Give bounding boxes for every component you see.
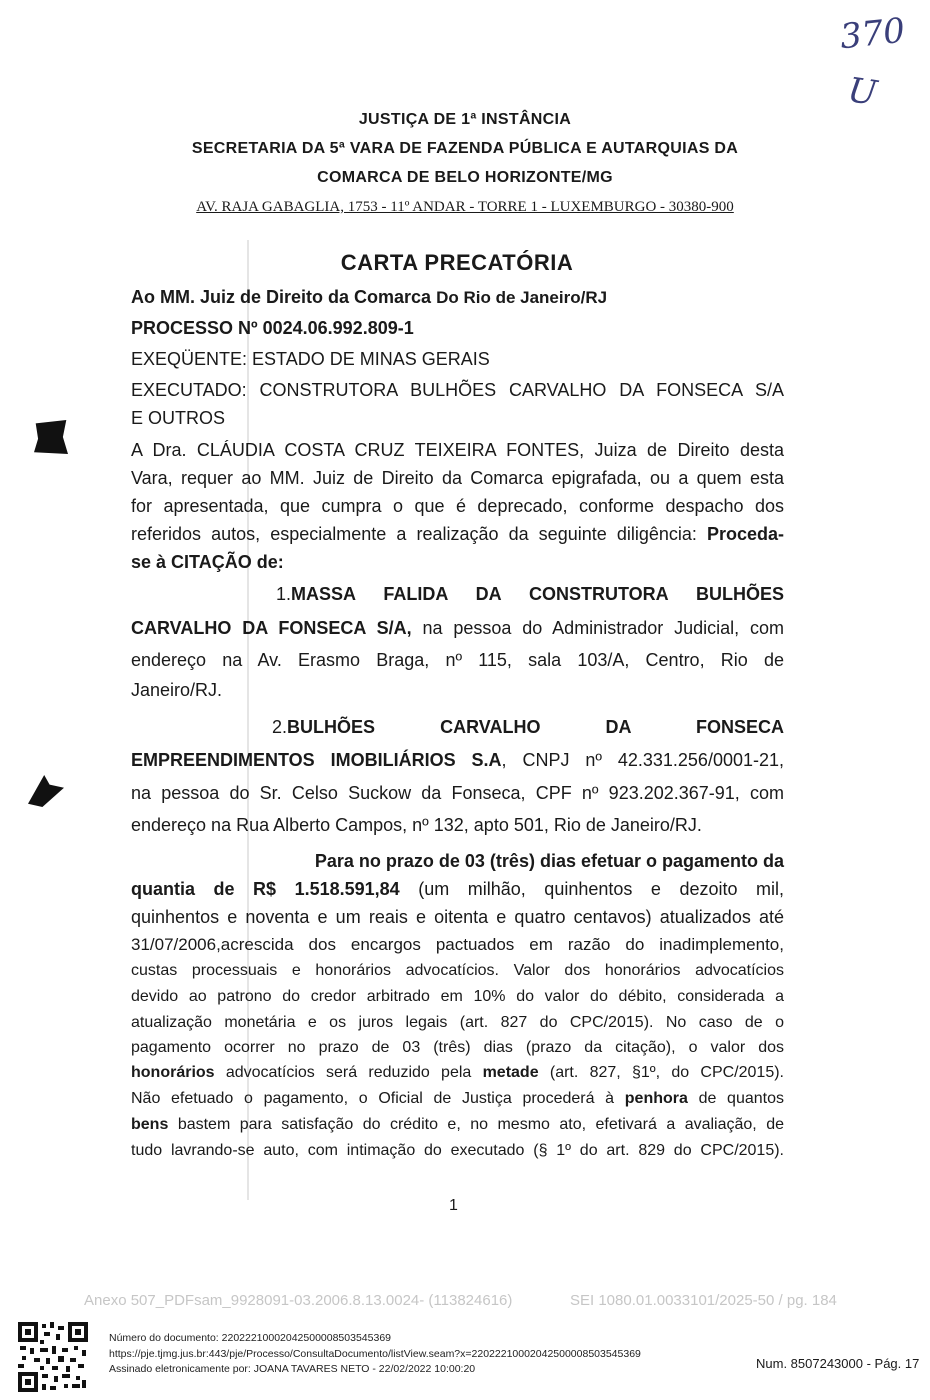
payment-line-2: quantia de R$ 1.518.591,84 (um milhão, quinhentos e dezoito mil, [131,879,784,899]
page-number: 1 [449,1197,458,1214]
payment-line-4: 31/07/2006,acrescida dos encargos pactuados em razão do inadimplemento, [131,935,784,954]
payment-line-1: Para no prazo de 03 (três) dias efetuar o pagamento da [314,851,784,871]
sei-annex-label: Anexo 507_PDFsam_9928091-03.2006.8.13.0024- (113824616) [84,1292,513,1309]
footer-url[interactable]: https://pje.tjmg.jus.br:443/pje/Processo/ConsultaDocumento/listView.seam?x=22022210002042500008503545369 [109,1348,641,1360]
intro-line-3: for apresentada, que cumpra o que é deprecado, conforme despacho dos [131,496,784,516]
item2-line-3: na pessoa do Sr. Celso Suckow da Fonseca, CPF nº 923.202.367-91, com [131,783,784,803]
header-secretariat: SECRETARIA DA 5ª VARA DE FAZENDA PÚBLICA E AUTARQUIAS DA [191,140,739,157]
sei-process-label: SEI 1080.01.0033101/2025-50 / pg. 184 [570,1292,837,1309]
payment-line-12: tudo lavrando-se auto, com intimação do executado (§ 1º do art. 829 do CPC/2015). [131,1142,784,1159]
payment-line-10: Não efetuado o pagamento, o Oficial de Justiça procederá à penhora de quantos [131,1090,784,1107]
payment-line-11: bens bastem para satisfação do crédito e, no mesmo ato, efetivará a avaliação, de [131,1116,784,1133]
footer-doc-number: Número do documento: 22022210002042500008503545369 [109,1332,391,1344]
intro-line-5: se à CITAÇÃO de: [131,552,284,572]
executado-line: EXECUTADO: CONSTRUTORA BULHÕES CARVALHO DA FONSECA S/A [131,380,784,400]
payment-line-5: custas processuais e honorários advocatícios. Valor dos honorários advocatícios [131,962,784,979]
process-number: PROCESSO Nº 0024.06.992.809-1 [131,318,414,338]
intro-line-4: referidos autos, especialmente a realização da seguinte diligência: Proceda- [131,524,784,544]
header-court: JUSTIÇA DE 1ª INSTÂNCIA [358,111,572,128]
payment-line-3: quinhentos e noventa e um reais e oitenta e quatro centavos) atualizados até [131,907,784,927]
scan-blot-top [34,420,68,454]
payment-line-8: pagamento ocorrer no prazo de 03 (três) dias (prazo da citação), o valor dos [131,1039,784,1056]
item2-line-2: EMPREENDIMENTOS IMOBILIÁRIOS S.A, CNPJ nº 42.331.256/0001-21, [131,750,785,770]
item1-line-2: CARVALHO DA FONSECA S/A, na pessoa do Administrador Judicial, com [131,618,784,638]
item1-line-1: 1.MASSA FALIDA DA CONSTRUTORA BULHÕES [276,584,784,604]
recipient-line [131,287,784,308]
item1-line-4: Janeiro/RJ. [131,680,223,700]
payment-line-6: devido ao patrono do credor arbitrado em 10% do valor do débito, considerada a [131,988,784,1005]
recipient-rest: Do Rio de Janeiro/RJ [436,288,608,307]
handwritten-page-stamp: 370 [838,10,907,58]
item1-line-3: endereço na Av. Erasmo Braga, nº 115, sala 103/A, Centro, Rio de [131,650,784,670]
qr-code-icon [18,1322,88,1392]
document-title: CARTA PRECATÓRIA [340,250,574,275]
handwritten-initial: U [845,70,880,114]
executado-continuation: E OUTROS [131,408,226,428]
footer-num-page: Num. 8507243000 - Pág. 17 [756,1356,920,1371]
header-address: AV. RAJA GABAGLIA, 1753 - 11º ANDAR - TORRE 1 - LUXEMBURGO - 30380-900 [196,199,734,215]
scan-blot-bottom [28,775,64,807]
item2-line-4: endereço na Rua Alberto Campos, nº 132, apto 501, Rio de Janeiro/RJ. [131,815,702,835]
payment-line-9: honorários advocatícios será reduzido pela metade (art. 827, §1º, do CPC/2015). [131,1064,784,1081]
exequente-line: EXEQÜENTE: ESTADO DE MINAS GERAIS [131,349,490,369]
payment-line-7: atualização monetária e os juros legais (art. 827 do CPC/2015). No caso de o [131,1014,784,1031]
footer-signature: Assinado eletronicamente por: JOANA TAVARES NETO - 22/02/2022 10:00:20 [109,1363,476,1375]
item2-line-1: 2.BULHÕES CARVALHO DA FONSECA [272,717,784,737]
intro-line-2: Vara, requer ao MM. Juiz de Direito da Comarca epigrafada, ou a quem esta [131,468,784,488]
intro-line-1: A Dra. CLÁUDIA COSTA CRUZ TEIXEIRA FONTES, Juiza de Direito desta [131,440,784,460]
recipient-bold: Ao MM. Juiz de Direito da Comarca [131,287,432,307]
header-comarca: COMARCA DE BELO HORIZONTE/MG [317,169,613,186]
